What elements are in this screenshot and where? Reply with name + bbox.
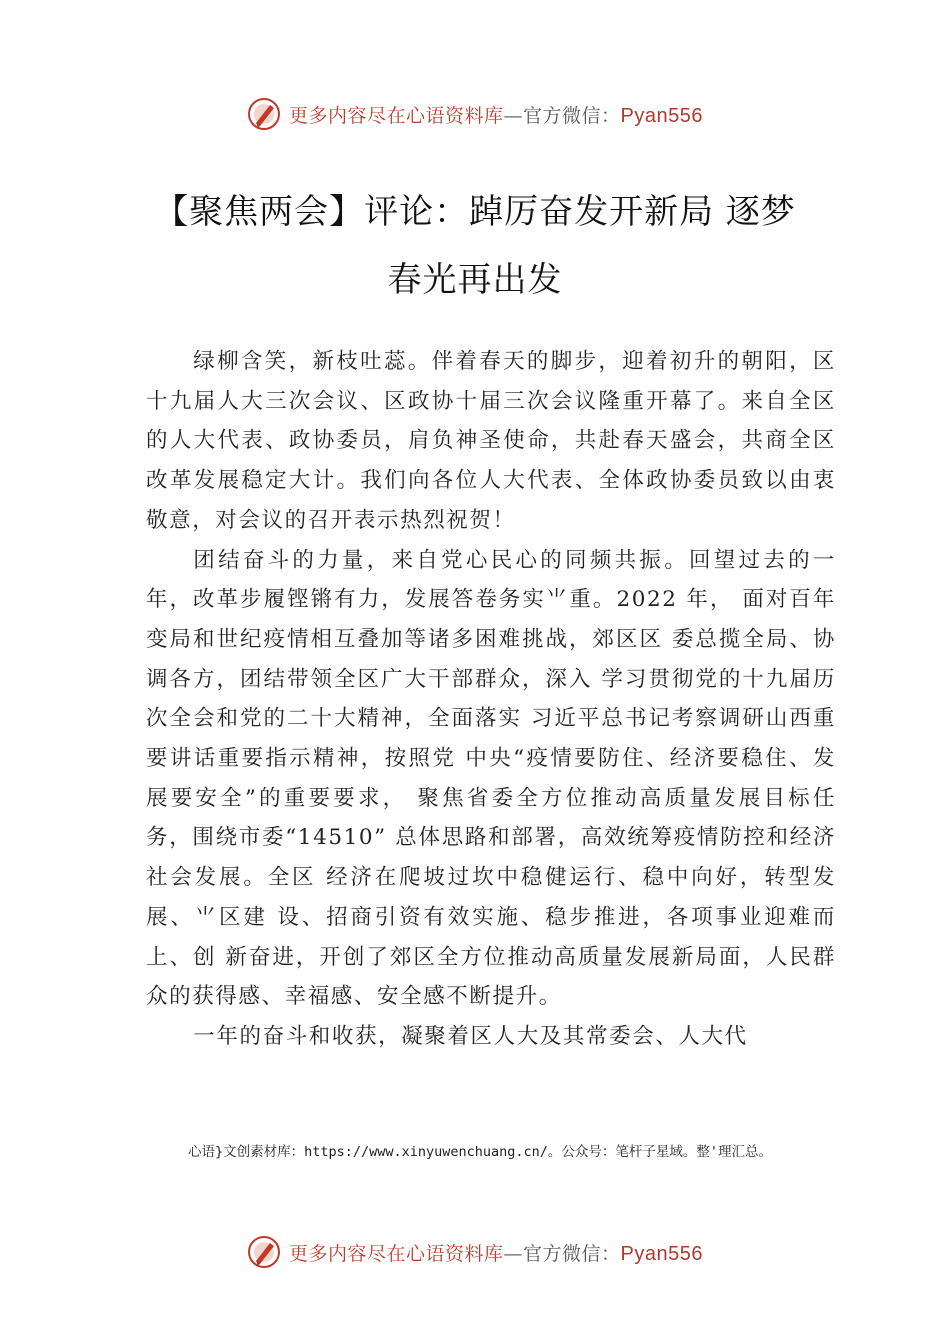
paragraph-3: 一年的奋斗和收获，凝聚着区人大及其常委会、人大代	[193, 1023, 748, 1049]
banner-brand: 更多内容尽在心语资料库	[289, 1242, 504, 1265]
banner-text	[289, 1239, 703, 1266]
paragraph-2: 团结奋斗的力量，来自党心民心的同频共振。回望过去的一年，改革步履铿锵有力，发展答卷务实⺌重。2022 年， 面对百年变局和世纪疫情相互叠加等诸多困难挑战，郊区区 委总揽全局、协调各方，团结带领全区广大干部群众，深入 学习贯彻党的十九届历次全会和党的二十大精神，全面落实 习近平总书记考察调研山西重要讲话重要指示精神，按照党 中央“疫情要防住、经济要稳住、发展要安全”的重要要求， 聚焦省委全方位推动高质量发展目标任务，围绕市委“14510” 总体思路和部署，高效统筹疫情防控和经济社会发展。全区 经济在爬坡过坎中稳健运行、稳中向好，转型发展、⺌区建 设、招商引资有效实施、稳步推进，各项事业迎难而上、创 新奋进，开创了郊区全方位推动高质量发展新局面，人民群 众的获得感、幸福感、安全感不断提升。	[146, 547, 836, 1010]
title-line-2: 春光再出发	[387, 260, 563, 300]
article-body	[146, 342, 836, 1057]
pen-circle-logo-icon	[247, 97, 281, 131]
banner-wechat-label: 官方微信：	[523, 1242, 621, 1265]
source-footnote: 心语}文创素材库：https://www.xinyuwenchuang.cn/。公众号：笔杆子星域。整'理汇总。	[187, 1144, 773, 1160]
banner-wechat-id: Pyan556	[620, 1242, 703, 1265]
paragraph-1: 绿柳含笑，新枝吐蕊。伴着春天的脚步，迎着初升的朝阳，区十九届人大三次会议、区政协十届三次会议隆重开幕了。来自全区的人大代表、政协委员，肩负神圣使命，共赴春天盛会，共商全区改革发展稳定大计。我们向各位人大代表、全体政协委员致以由衷敬意，对会议的召开表示热烈祝贺！	[146, 349, 836, 533]
banner-brand: 更多内容尽在心语资料库	[289, 104, 504, 127]
footer-banner	[0, 1232, 950, 1272]
banner-text	[289, 101, 703, 128]
banner-separator: —	[503, 104, 524, 127]
title-line-1: 【聚焦两会】评论：踔厉奋发开新局 逐梦	[154, 192, 796, 232]
banner-separator: —	[503, 1242, 524, 1265]
banner-wechat-label: 官方微信：	[523, 104, 621, 127]
pen-circle-logo-icon	[247, 1235, 281, 1269]
article-title	[130, 178, 820, 314]
header-banner	[0, 94, 950, 134]
banner-wechat-id: Pyan556	[620, 104, 703, 127]
